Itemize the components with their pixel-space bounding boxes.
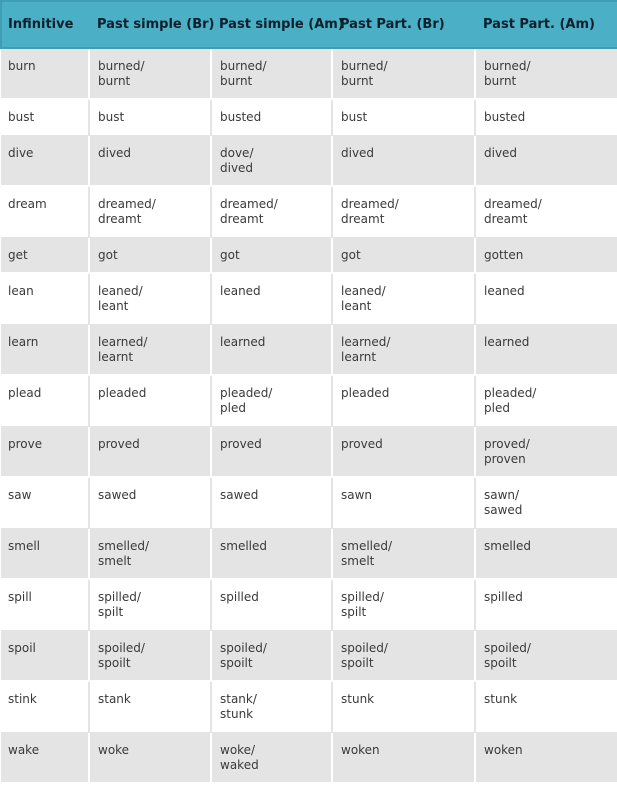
cell-text-line: pled xyxy=(484,401,510,415)
cell-past-part-br xyxy=(332,426,475,477)
header-past-simple-br: Past simple (Br) xyxy=(89,1,211,48)
cell-text-line: sawn xyxy=(341,488,373,502)
table-row xyxy=(1,48,617,99)
cell-text-line: lean xyxy=(8,284,34,298)
cell-text-line: burn xyxy=(8,59,36,73)
cell-text-line: spilt xyxy=(341,605,367,619)
table-row xyxy=(1,273,617,324)
table-body xyxy=(1,48,617,783)
cell-past-part-am xyxy=(475,273,617,324)
header-past-simple-am: Past simple (Am) xyxy=(211,1,332,48)
cell-past-part-am xyxy=(475,324,617,375)
cell-past-simple-br xyxy=(89,135,211,186)
cell-text-line: learned xyxy=(484,334,530,349)
cell-text-line: get xyxy=(8,247,28,262)
cell-text-line: proven xyxy=(484,451,526,466)
cell-past-part-am xyxy=(475,48,617,99)
cell-text-line: spoiled/ xyxy=(98,640,145,655)
cell-past-part-br xyxy=(332,237,475,273)
cell-past-simple-br xyxy=(89,375,211,426)
cell-past-simple-am xyxy=(211,324,332,375)
cell-text-line: sawed xyxy=(484,503,523,517)
cell-text-line: spill xyxy=(8,590,32,604)
cell-text-line: leaned/ xyxy=(98,284,143,298)
cell-past-part-br xyxy=(332,528,475,579)
cell-text-line: smelt xyxy=(98,553,132,568)
cell-text-line: stunk xyxy=(220,707,254,721)
cell-infinitive xyxy=(1,324,89,375)
cell-text-line: dived xyxy=(484,145,518,160)
table-row xyxy=(1,579,617,630)
table-row xyxy=(1,681,617,732)
cell-text-line: dreamt xyxy=(220,212,264,226)
cell-text-line: spilled xyxy=(484,590,523,604)
cell-text-line: woke xyxy=(98,742,130,757)
cell-text-line: pled xyxy=(220,401,246,415)
cell-text-line: got xyxy=(220,247,240,262)
cell-infinitive xyxy=(1,426,89,477)
cell-past-simple-br xyxy=(89,681,211,732)
cell-text-line: spoilt xyxy=(484,655,517,670)
cell-past-simple-br xyxy=(89,732,211,783)
cell-text-line: dreamt xyxy=(341,212,385,226)
cell-text-line: sawed xyxy=(220,488,259,502)
cell-past-simple-am xyxy=(211,48,332,99)
cell-text-line: proved xyxy=(341,436,383,451)
cell-past-simple-am xyxy=(211,375,332,426)
cell-past-simple-br xyxy=(89,426,211,477)
cell-text-line: stank/ xyxy=(220,692,257,706)
cell-text-line: dream xyxy=(8,197,47,211)
cell-past-part-br xyxy=(332,630,475,681)
cell-past-simple-br xyxy=(89,528,211,579)
cell-past-simple-am xyxy=(211,528,332,579)
cell-text-line: spoil xyxy=(8,640,36,655)
cell-past-simple-br xyxy=(89,630,211,681)
cell-text-line: spoiled/ xyxy=(220,640,267,655)
cell-past-simple-am xyxy=(211,135,332,186)
cell-text-line: leant xyxy=(98,299,129,313)
cell-text-line: stunk xyxy=(484,692,518,706)
table-row xyxy=(1,186,617,237)
cell-text-line: proved xyxy=(98,436,140,451)
cell-text-line: waked xyxy=(220,757,259,772)
cell-infinitive xyxy=(1,186,89,237)
cell-past-part-br xyxy=(332,135,475,186)
cell-past-simple-am xyxy=(211,579,332,630)
cell-infinitive xyxy=(1,477,89,528)
cell-past-part-am xyxy=(475,375,617,426)
table-row xyxy=(1,477,617,528)
cell-past-part-am xyxy=(475,426,617,477)
table-row xyxy=(1,324,617,375)
cell-text-line: dreamed/ xyxy=(98,197,156,211)
cell-past-part-br xyxy=(332,681,475,732)
cell-text-line: dreamed/ xyxy=(220,197,278,211)
cell-infinitive xyxy=(1,237,89,273)
cell-text-line: leaned xyxy=(484,284,525,298)
cell-past-simple-br xyxy=(89,48,211,99)
cell-text-line: spilled xyxy=(220,590,259,604)
cell-past-part-br xyxy=(332,324,475,375)
cell-text-line: bust xyxy=(341,110,368,124)
cell-text-line: learned xyxy=(220,334,266,349)
cell-past-simple-am xyxy=(211,186,332,237)
cell-infinitive xyxy=(1,99,89,135)
cell-text-line: dreamt xyxy=(484,212,528,226)
cell-infinitive xyxy=(1,528,89,579)
cell-text-line: burnt xyxy=(220,74,253,88)
cell-past-part-am xyxy=(475,135,617,186)
cell-infinitive xyxy=(1,48,89,99)
table-row xyxy=(1,99,617,135)
cell-text-line: woke/ xyxy=(220,742,256,757)
cell-text-line: busted xyxy=(484,110,526,124)
cell-past-simple-am xyxy=(211,99,332,135)
cell-text-line: smelled xyxy=(220,538,267,553)
cell-text-line: stink xyxy=(8,692,37,706)
cell-past-simple-br xyxy=(89,579,211,630)
cell-past-simple-br xyxy=(89,237,211,273)
cell-text-line: got xyxy=(341,247,361,262)
cell-past-simple-am xyxy=(211,681,332,732)
cell-text-line: leaned xyxy=(220,284,261,298)
cell-past-part-am xyxy=(475,630,617,681)
table-row xyxy=(1,237,617,273)
cell-past-part-am xyxy=(475,681,617,732)
cell-text-line: burnt xyxy=(341,74,374,88)
cell-text-line: busted xyxy=(220,110,262,124)
cell-past-simple-br xyxy=(89,477,211,528)
cell-past-part-br xyxy=(332,273,475,324)
cell-infinitive xyxy=(1,273,89,324)
cell-text-line: pleaded xyxy=(341,386,390,400)
table-row xyxy=(1,426,617,477)
cell-text-line: spoilt xyxy=(341,655,374,670)
cell-text-line: burnt xyxy=(484,74,517,88)
cell-infinitive xyxy=(1,375,89,426)
cell-past-part-am xyxy=(475,186,617,237)
table-header xyxy=(1,1,617,48)
cell-text-line: sawn/ xyxy=(484,488,520,502)
cell-past-simple-br xyxy=(89,99,211,135)
cell-past-simple-am xyxy=(211,732,332,783)
cell-past-part-am xyxy=(475,732,617,783)
header-infinitive: Infinitive xyxy=(1,1,89,48)
cell-text-line: pleaded/ xyxy=(484,386,537,400)
cell-text-line: dreamed/ xyxy=(484,197,542,211)
cell-past-part-br xyxy=(332,48,475,99)
cell-past-part-am xyxy=(475,237,617,273)
cell-text-line: woken xyxy=(341,742,380,757)
cell-text-line: leaned/ xyxy=(341,284,386,298)
cell-infinitive xyxy=(1,630,89,681)
cell-text-line: spoilt xyxy=(220,655,253,670)
cell-text-line: wake xyxy=(8,742,40,757)
cell-text-line: plead xyxy=(8,386,42,400)
cell-text-line: learned/ xyxy=(341,334,391,349)
cell-text-line: proved/ xyxy=(484,436,530,451)
cell-text-line: learned/ xyxy=(98,334,148,349)
table-row xyxy=(1,732,617,783)
cell-past-simple-br xyxy=(89,324,211,375)
cell-text-line: dreamt xyxy=(98,212,142,226)
cell-past-part-am xyxy=(475,477,617,528)
cell-text-line: got xyxy=(98,247,118,262)
cell-text-line: smelt xyxy=(341,553,375,568)
cell-past-part-br xyxy=(332,579,475,630)
cell-text-line: dreamed/ xyxy=(341,197,399,211)
cell-text-line: stunk xyxy=(341,692,375,706)
cell-text-line: spoilt xyxy=(98,655,131,670)
header-past-part-am: Past Part. (Am) xyxy=(475,1,617,48)
cell-text-line: burned/ xyxy=(98,59,145,73)
table-row xyxy=(1,528,617,579)
cell-text-line: dove/ xyxy=(220,145,254,160)
cell-past-part-br xyxy=(332,477,475,528)
cell-text-line: smelled/ xyxy=(341,538,393,553)
cell-text-line: learn xyxy=(8,334,39,349)
cell-text-line: smell xyxy=(8,538,40,553)
cell-text-line: spoiled/ xyxy=(341,640,388,655)
cell-text-line: proved xyxy=(220,436,262,451)
cell-text-line: sawed xyxy=(98,488,137,502)
cell-text-line: spilled/ xyxy=(341,590,384,604)
cell-text-line: spoiled/ xyxy=(484,640,531,655)
cell-text-line: burned/ xyxy=(341,59,388,73)
cell-text-line: smelled/ xyxy=(98,538,150,553)
table-row xyxy=(1,135,617,186)
cell-past-part-br xyxy=(332,375,475,426)
cell-text-line: dived xyxy=(341,145,375,160)
cell-text-line: leant xyxy=(341,299,372,313)
cell-text-line: gotten xyxy=(484,247,524,262)
cell-text-line: stank xyxy=(98,692,131,706)
cell-text-line: burned/ xyxy=(220,59,267,73)
cell-infinitive xyxy=(1,135,89,186)
cell-past-part-br xyxy=(332,732,475,783)
cell-text-line: dived xyxy=(98,145,132,160)
cell-infinitive xyxy=(1,732,89,783)
cell-text-line: burnt xyxy=(98,74,131,88)
cell-past-simple-am xyxy=(211,273,332,324)
cell-text-line: pleaded xyxy=(98,386,147,400)
header-past-part-br: Past Part. (Br) xyxy=(332,1,475,48)
cell-text-line: smelled xyxy=(484,538,531,553)
cell-text-line: prove xyxy=(8,436,43,451)
cell-infinitive xyxy=(1,579,89,630)
cell-text-line: learnt xyxy=(341,349,377,364)
cell-past-simple-am xyxy=(211,630,332,681)
cell-past-part-am xyxy=(475,99,617,135)
cell-infinitive xyxy=(1,681,89,732)
cell-text-line: dive xyxy=(8,145,34,160)
table-row xyxy=(1,375,617,426)
cell-past-part-am xyxy=(475,579,617,630)
cell-past-simple-am xyxy=(211,477,332,528)
cell-past-simple-am xyxy=(211,237,332,273)
table-row xyxy=(1,630,617,681)
cell-text-line: bust xyxy=(98,110,125,124)
cell-text-line: burned/ xyxy=(484,59,531,73)
cell-text-line: dived xyxy=(220,160,254,175)
cell-text-line: saw xyxy=(8,488,32,502)
cell-text-line: learnt xyxy=(98,349,134,364)
cell-text-line: spilt xyxy=(98,605,124,619)
cell-text-line: bust xyxy=(8,110,35,124)
cell-text-line: spilled/ xyxy=(98,590,141,604)
cell-past-part-am xyxy=(475,528,617,579)
cell-text-line: pleaded/ xyxy=(220,386,273,400)
cell-past-simple-br xyxy=(89,186,211,237)
cell-past-simple-am xyxy=(211,426,332,477)
cell-past-part-br xyxy=(332,186,475,237)
cell-past-part-br xyxy=(332,99,475,135)
cell-text-line: woken xyxy=(484,742,523,757)
cell-past-simple-br xyxy=(89,273,211,324)
header-row xyxy=(1,1,617,48)
